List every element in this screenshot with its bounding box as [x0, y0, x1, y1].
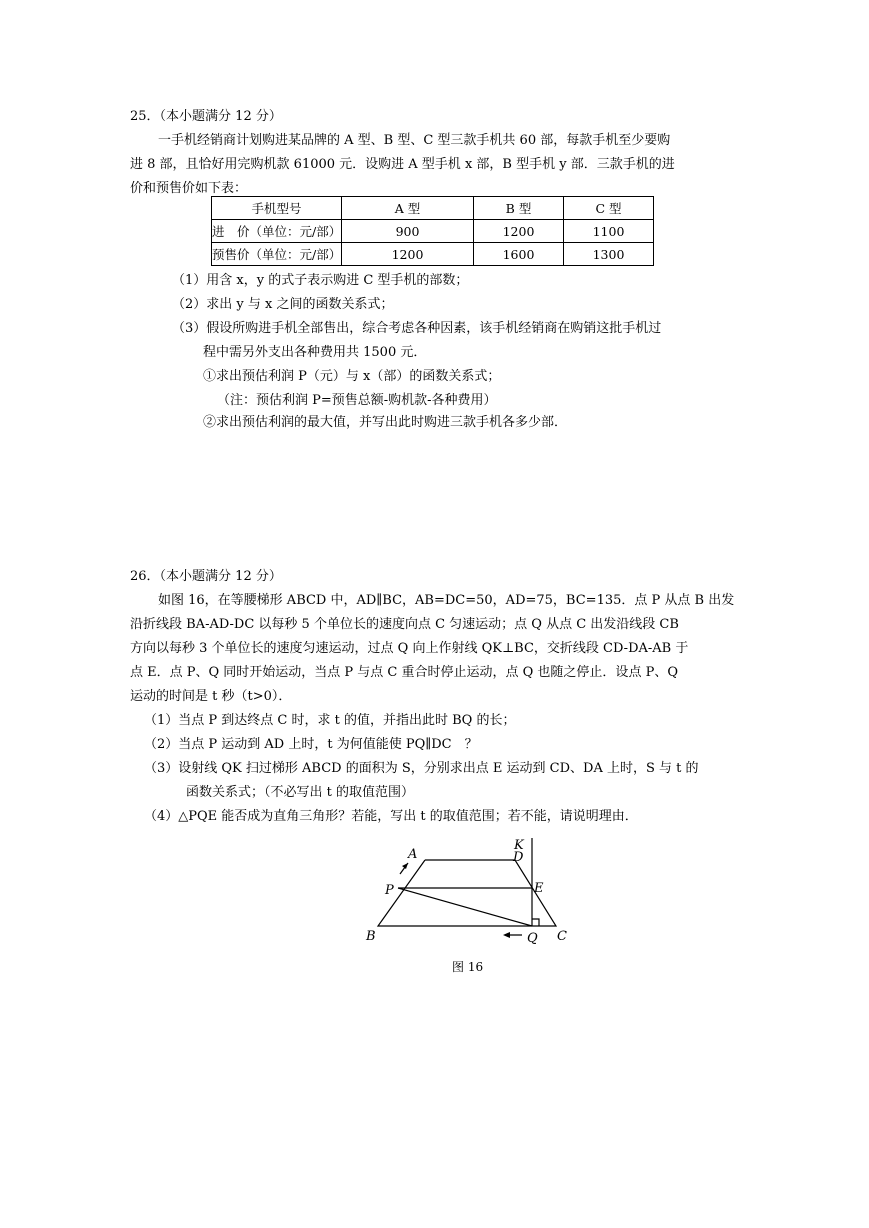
table-cell: 预售价（单位：元/部）: [212, 243, 342, 266]
arrow-head-up-icon: [402, 863, 408, 869]
segment-pq: [398, 888, 532, 926]
table-header-cell: B 型: [474, 197, 564, 220]
q25-subquestion-1: （1）用含 x，y 的式子表示购进 C 型手机的部数；: [172, 273, 469, 288]
q25-subquestion-3-line-1: （3）假设所购进手机全部售出，综合考虑各种因素，该手机经销商在购销这批手机过: [172, 321, 662, 336]
q25-subquestion-3-part-1: ①求出预估利润 P（元）与 x（部）的函数关系式；: [203, 369, 501, 384]
table-cell: 1600: [474, 243, 564, 266]
label-B: B: [366, 929, 376, 944]
q25-paragraph-line-3: 价和预售价如下表：: [130, 181, 248, 196]
table-cell: 进 价（单位：元/部）: [212, 220, 342, 243]
q25-subquestion-3-line-2: 程中需另外支出各种费用共 1500 元．: [203, 345, 427, 360]
label-C: C: [557, 929, 567, 944]
q25-subquestion-3-note: （注：预估利润 P=预售总额-购机款-各种费用）: [217, 393, 497, 408]
table-cell: 1300: [564, 243, 654, 266]
q26-subquestion-2: （2）当点 P 运动到 AD 上时，t 为何值能使 PQ∥DC ？: [144, 737, 478, 752]
q26-paragraph-line-1: 如图 16，在等腰梯形 ABCD 中，AD∥BC，AB=DC=50，AD=75，BC=135．点 P 从点 B 出发: [158, 593, 735, 608]
label-E: E: [534, 881, 544, 896]
trapezoid-figure: [350, 830, 590, 950]
label-K: K: [514, 838, 524, 853]
q25-subquestion-3-part-2: ②求出预估利润的最大值，并写出此时购进三款手机各多少部．: [203, 415, 568, 430]
q25-subquestion-2: （2）求出 y 与 x 之间的函数关系式；: [172, 297, 394, 312]
trapezoid-outline: [378, 860, 556, 926]
q26-title: 26．（本小题满分 12 分）: [130, 569, 282, 584]
table-row: [212, 220, 654, 243]
label-P: P: [385, 883, 394, 898]
table-cell: 1200: [342, 243, 474, 266]
q26-subquestion-3-line-1: （3）设射线 QK 扫过梯形 ABCD 的面积为 S，分别求出点 E 运动到 CD、DA 上时，S 与 t 的: [144, 761, 699, 776]
q25-paragraph-line-2: 进 8 部，且恰好用完购机款 61000 元．设购进 A 型手机 x 部，B 型手机 y 部．三款手机的进: [130, 157, 675, 172]
q26-paragraph-line-5: 运动的时间是 t 秒（t>0）．: [130, 689, 292, 704]
q26-paragraph-line-2: 沿折线段 BA-AD-DC 以每秒 5 个单位长的速度向点 C 匀速运动；点 Q 从点 C 出发沿线段 CB: [130, 617, 679, 632]
price-table: [211, 196, 654, 266]
label-Q: Q: [527, 931, 538, 946]
table-cell: 1200: [474, 220, 564, 243]
table-header-cell: A 型: [342, 197, 474, 220]
table-header-cell: C 型: [564, 197, 654, 220]
q25-paragraph-line-1: 一手机经销商计划购进某品牌的 A 型、B 型、C 型三款手机共 60 部，每款手机至少要购: [158, 133, 671, 148]
table-row: [212, 243, 654, 266]
q26-subquestion-1: （1）当点 P 到达终点 C 时，求 t 的值，并指出此时 BQ 的长；: [144, 713, 516, 728]
q26-subquestion-4: （4）△PQE 能否成为直角三角形？若能，写出 t 的取值范围；若不能，请说明理由．: [144, 809, 638, 824]
figure-caption: 图 16: [452, 960, 484, 974]
table-header-row: [212, 197, 654, 220]
right-angle-mark: [532, 919, 539, 926]
q25-title: 25．（本小题满分 12 分）: [130, 109, 282, 124]
table-cell: 900: [342, 220, 474, 243]
q26-subquestion-3-line-2: 函数关系式；（不必写出 t 的取值范围）: [186, 785, 414, 800]
table-header-cell: 手机型号: [212, 197, 342, 220]
table-cell: 1100: [564, 220, 654, 243]
q26-paragraph-line-4: 点 E．点 P、Q 同时开始运动，当点 P 与点 C 重合时停止运动，点 Q 也随之停止．设点 P、Q: [130, 665, 678, 680]
label-A: A: [408, 847, 418, 862]
label-D: D: [513, 850, 524, 865]
arrow-head-left-icon: [503, 932, 510, 938]
q26-paragraph-line-3: 方向以每秒 3 个单位长的速度匀速运动，过点 Q 向上作射线 QK⊥BC，交折线段 CD-DA-AB 于: [130, 641, 689, 656]
